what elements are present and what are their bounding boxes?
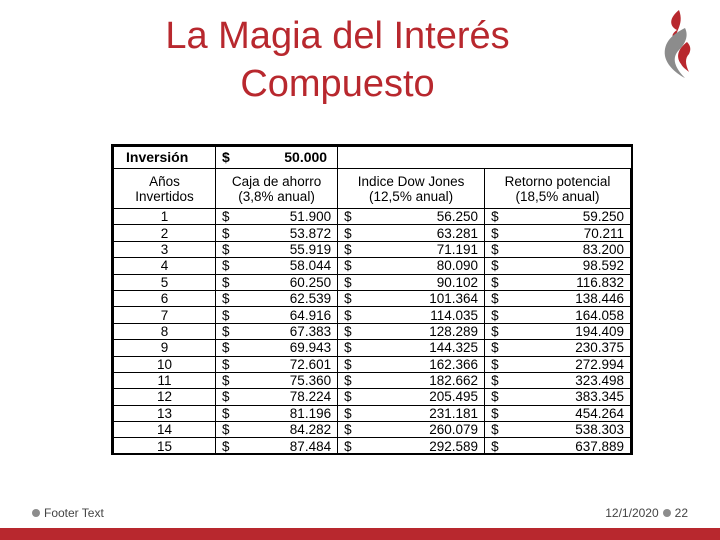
savings-value: 55.919 xyxy=(234,241,338,257)
header-dow-line-2: (12,5% anual) xyxy=(369,188,454,204)
dow-currency: $ xyxy=(338,274,357,290)
potential-currency: $ xyxy=(485,438,504,454)
table-row xyxy=(114,405,631,421)
savings-value: 69.943 xyxy=(234,340,338,356)
footer-dot-icon xyxy=(32,509,40,517)
dow-value: 101.364 xyxy=(356,290,484,306)
header-potential-line-1: Retorno potencial xyxy=(504,173,611,189)
potential-currency: $ xyxy=(485,274,504,290)
potential-value: 323.498 xyxy=(503,372,630,388)
dow-value: 231.181 xyxy=(356,405,484,421)
potential-value: 272.994 xyxy=(503,356,630,372)
year-cell: 7 xyxy=(114,307,216,323)
table-row xyxy=(114,340,631,356)
year-cell: 13 xyxy=(114,405,216,421)
table-row xyxy=(114,274,631,290)
potential-value: 230.375 xyxy=(503,340,630,356)
dow-currency: $ xyxy=(338,422,357,438)
dow-currency: $ xyxy=(338,389,357,405)
savings-value: 67.383 xyxy=(234,323,338,339)
header-blank xyxy=(338,147,631,169)
title-line-1: La Magia del Interés xyxy=(165,15,510,57)
potential-value: 164.058 xyxy=(503,307,630,323)
savings-currency: $ xyxy=(216,356,235,372)
savings-value: 62.539 xyxy=(234,290,338,306)
potential-currency: $ xyxy=(485,241,504,257)
potential-value: 83.200 xyxy=(503,241,630,257)
potential-value: 98.592 xyxy=(503,258,630,274)
table-row xyxy=(114,225,631,241)
investment-row xyxy=(114,147,631,169)
page-number: 22 xyxy=(674,506,688,520)
dow-currency: $ xyxy=(338,323,357,339)
table-row xyxy=(114,438,631,454)
potential-value: 116.832 xyxy=(503,274,630,290)
table-row xyxy=(114,422,631,438)
savings-value: 87.484 xyxy=(234,438,338,454)
potential-value: 637.889 xyxy=(503,438,630,454)
potential-currency: $ xyxy=(485,307,504,323)
dow-value: 80.090 xyxy=(356,258,484,274)
title-line-2: Compuesto xyxy=(240,63,435,105)
dow-currency: $ xyxy=(338,340,357,356)
potential-currency: $ xyxy=(485,323,504,339)
year-cell: 8 xyxy=(114,323,216,339)
dow-value: 162.366 xyxy=(356,356,484,372)
year-cell: 2 xyxy=(114,225,216,241)
dow-value: 260.079 xyxy=(356,422,484,438)
header-savings xyxy=(216,169,338,209)
potential-value: 454.264 xyxy=(503,405,630,421)
potential-currency: $ xyxy=(485,209,504,225)
potential-value: 538.303 xyxy=(503,422,630,438)
year-cell: 6 xyxy=(114,290,216,306)
savings-currency: $ xyxy=(216,290,235,306)
potential-value: 59.250 xyxy=(503,209,630,225)
year-cell: 12 xyxy=(114,389,216,405)
savings-value: 60.250 xyxy=(234,274,338,290)
investment-value: 50.000 xyxy=(234,147,338,169)
dow-currency: $ xyxy=(338,438,357,454)
savings-value: 81.196 xyxy=(234,405,338,421)
header-years-line-1: Años xyxy=(149,173,180,189)
bottom-accent-bar xyxy=(0,528,720,540)
header-dow xyxy=(338,169,485,209)
dow-value: 128.289 xyxy=(356,323,484,339)
savings-currency: $ xyxy=(216,323,235,339)
footer-left xyxy=(32,506,104,520)
savings-currency: $ xyxy=(216,422,235,438)
savings-value: 84.282 xyxy=(234,422,338,438)
footer-right xyxy=(605,506,688,520)
header-years-line-2: Invertidos xyxy=(135,188,194,204)
table-row xyxy=(114,389,631,405)
potential-value: 383.345 xyxy=(503,389,630,405)
dow-currency: $ xyxy=(338,356,357,372)
year-cell: 9 xyxy=(114,340,216,356)
header-dow-line-1: Indice Dow Jones xyxy=(357,173,465,189)
slide-title xyxy=(100,12,575,108)
dow-currency: $ xyxy=(338,372,357,388)
potential-value: 138.446 xyxy=(503,290,630,306)
compound-interest-table xyxy=(111,144,633,455)
investment-currency: $ xyxy=(216,147,235,169)
dow-value: 182.662 xyxy=(356,372,484,388)
header-savings-line-1: Caja de ahorro xyxy=(231,173,322,189)
savings-currency: $ xyxy=(216,258,235,274)
table-row xyxy=(114,307,631,323)
dow-value: 71.191 xyxy=(356,241,484,257)
dow-currency: $ xyxy=(338,405,357,421)
dow-value: 144.325 xyxy=(356,340,484,356)
footer-dot-icon xyxy=(663,509,671,517)
table-row xyxy=(114,258,631,274)
potential-currency: $ xyxy=(485,422,504,438)
potential-currency: $ xyxy=(485,372,504,388)
potential-currency: $ xyxy=(485,290,504,306)
dow-value: 56.250 xyxy=(356,209,484,225)
dow-value: 90.102 xyxy=(356,274,484,290)
dow-currency: $ xyxy=(338,225,357,241)
savings-currency: $ xyxy=(216,405,235,421)
investment-label: Inversión xyxy=(114,147,216,169)
table-body xyxy=(114,209,631,455)
potential-value: 70.211 xyxy=(503,225,630,241)
column-headers xyxy=(114,169,631,209)
header-potential-line-2: (18,5% anual) xyxy=(515,188,600,204)
potential-currency: $ xyxy=(485,389,504,405)
header-potential xyxy=(485,169,631,209)
savings-currency: $ xyxy=(216,241,235,257)
savings-currency: $ xyxy=(216,307,235,323)
dow-currency: $ xyxy=(338,290,357,306)
header-savings-line-2: (3,8% anual) xyxy=(238,188,315,204)
table-row xyxy=(114,372,631,388)
table-row xyxy=(114,356,631,372)
dow-currency: $ xyxy=(338,258,357,274)
dow-currency: $ xyxy=(338,241,357,257)
table-row xyxy=(114,290,631,306)
footer-text: Footer Text xyxy=(44,506,104,520)
year-cell: 11 xyxy=(114,372,216,388)
savings-value: 78.224 xyxy=(234,389,338,405)
slide-date: 12/1/2020 xyxy=(605,506,659,520)
savings-value: 75.360 xyxy=(234,372,338,388)
potential-value: 194.409 xyxy=(503,323,630,339)
table-row xyxy=(114,323,631,339)
year-cell: 3 xyxy=(114,241,216,257)
savings-value: 51.900 xyxy=(234,209,338,225)
potential-currency: $ xyxy=(485,258,504,274)
savings-currency: $ xyxy=(216,389,235,405)
header-years xyxy=(114,169,216,209)
year-cell: 15 xyxy=(114,438,216,454)
year-cell: 1 xyxy=(114,209,216,225)
dow-value: 205.495 xyxy=(356,389,484,405)
year-cell: 10 xyxy=(114,356,216,372)
savings-currency: $ xyxy=(216,274,235,290)
savings-value: 64.916 xyxy=(234,307,338,323)
savings-value: 58.044 xyxy=(234,258,338,274)
savings-value: 53.872 xyxy=(234,225,338,241)
potential-currency: $ xyxy=(485,225,504,241)
dow-value: 63.281 xyxy=(356,225,484,241)
savings-currency: $ xyxy=(216,438,235,454)
dow-currency: $ xyxy=(338,307,357,323)
savings-currency: $ xyxy=(216,225,235,241)
savings-currency: $ xyxy=(216,209,235,225)
table-row xyxy=(114,209,631,225)
savings-currency: $ xyxy=(216,340,235,356)
year-cell: 5 xyxy=(114,274,216,290)
potential-currency: $ xyxy=(485,405,504,421)
potential-currency: $ xyxy=(485,340,504,356)
dow-value: 114.035 xyxy=(356,307,484,323)
year-cell: 4 xyxy=(114,258,216,274)
year-cell: 14 xyxy=(114,422,216,438)
dow-currency: $ xyxy=(338,209,357,225)
flame-logo-icon xyxy=(655,8,695,80)
table-row xyxy=(114,241,631,257)
dow-value: 292.589 xyxy=(356,438,484,454)
savings-value: 72.601 xyxy=(234,356,338,372)
potential-currency: $ xyxy=(485,356,504,372)
savings-currency: $ xyxy=(216,372,235,388)
